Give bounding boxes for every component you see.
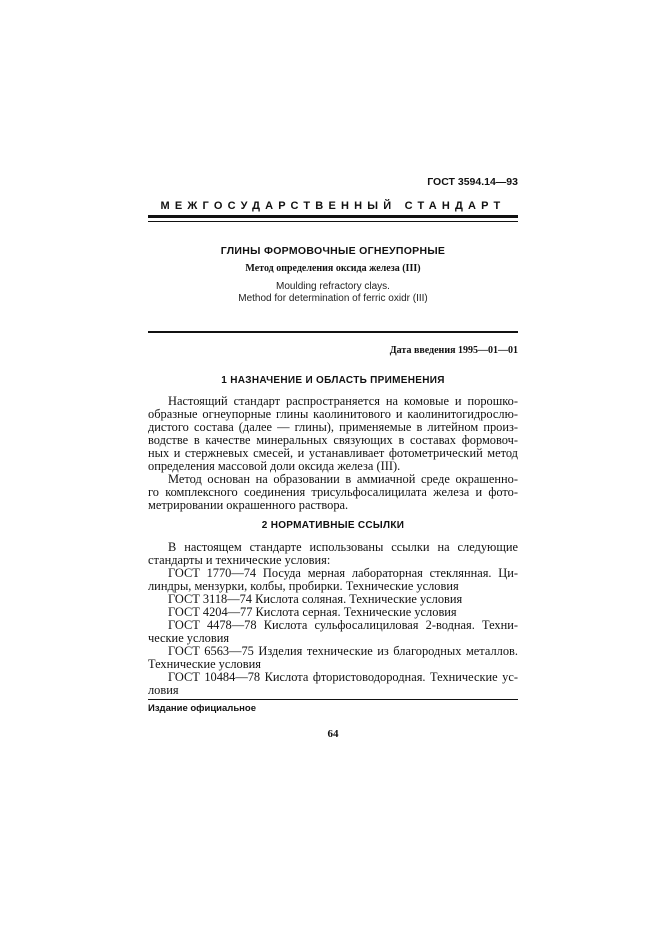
reference-item: ГОСТ 1770—74 Посуда мерная лабораторная стеклянная. Ци-	[168, 566, 518, 580]
english-title-line-1: Moulding refractory clays.	[276, 281, 390, 292]
header-thin-rule	[148, 221, 518, 222]
text-line: В настоящем стандарте использованы ссылки на следующие	[168, 540, 518, 554]
introduction-date: Дата введения 1995—01—01	[389, 345, 518, 356]
section-2-references	[148, 541, 518, 697]
title-rule	[148, 331, 518, 333]
text-line: дистого состава (далее — глины), применяемые в литейном произ-	[148, 420, 518, 434]
english-title-line-2: Method for determination of ferric oxidr (III)	[238, 293, 428, 304]
reference-item: ГОСТ 10484—78 Кислота фтористоводородная. Технические ус-	[168, 670, 518, 684]
reference-item: ГОСТ 4478—78 Кислота сульфосалициловая 2-водная. Техни-	[168, 618, 518, 632]
text-line: ловия	[148, 683, 179, 697]
text-line: ных и стержневых смесей, и устанавливает фотометрический метод	[148, 446, 518, 460]
reference-item: ГОСТ 6563—75 Изделия технические из благородных металлов.	[168, 644, 518, 658]
text-line: Технические условия	[148, 657, 261, 671]
text-line: водстве в качестве минеральных связующих в составах формовоч-	[148, 433, 518, 447]
text-line: определения массовой доли оксида железа (III).	[148, 459, 401, 473]
document-title: ГЛИНЫ ФОРМОВОЧНЫЕ ОГНЕУПОРНЫЕ	[220, 245, 446, 257]
text-line: ческие условия	[148, 631, 230, 645]
section-1-paragraph-2	[148, 473, 518, 512]
reference-item: ГОСТ 4204—77 Кислота серная. Технические условия	[168, 605, 457, 619]
section-1-heading: 1 НАЗНАЧЕНИЕ И ОБЛАСТЬ ПРИМЕНЕНИЯ	[221, 375, 445, 386]
text-line: го комплексного соединения трисульфосалицилата железа и фото-	[148, 485, 518, 499]
section-2-heading: 2 НОРМАТИВНЫЕ ССЫЛКИ	[261, 520, 405, 531]
text-line: метрировании окрашенного раствора.	[148, 498, 349, 512]
document-subtitle: Метод определения оксида железа (III)	[245, 263, 421, 274]
text-line: стандарты и технические условия:	[148, 553, 331, 567]
text-line: Настоящий стандарт распространяется на комовые и порошко-	[168, 394, 518, 408]
reference-item: ГОСТ 3118—74 Кислота соляная. Технические условия	[168, 592, 463, 606]
footer-rule	[148, 699, 518, 700]
section-1-paragraph-1	[148, 395, 518, 473]
text-line: линдры, мензурки, колбы, пробирки. Технические условия	[148, 579, 459, 593]
text-line: образные огнеупорные глины каолинитового и каолинитогидрослю-	[148, 407, 518, 421]
page-number: 64	[327, 728, 339, 740]
official-edition-label: Издание официальное	[148, 703, 256, 714]
text-line: Метод основан на образовании в аммиачной среде окрашенно-	[168, 472, 518, 486]
header-thick-rule	[148, 215, 518, 218]
standard-code: ГОСТ 3594.14—93	[427, 176, 518, 188]
document-type-band: МЕЖГОСУДАРСТВЕННЫЙ СТАНДАРТ	[160, 200, 506, 212]
